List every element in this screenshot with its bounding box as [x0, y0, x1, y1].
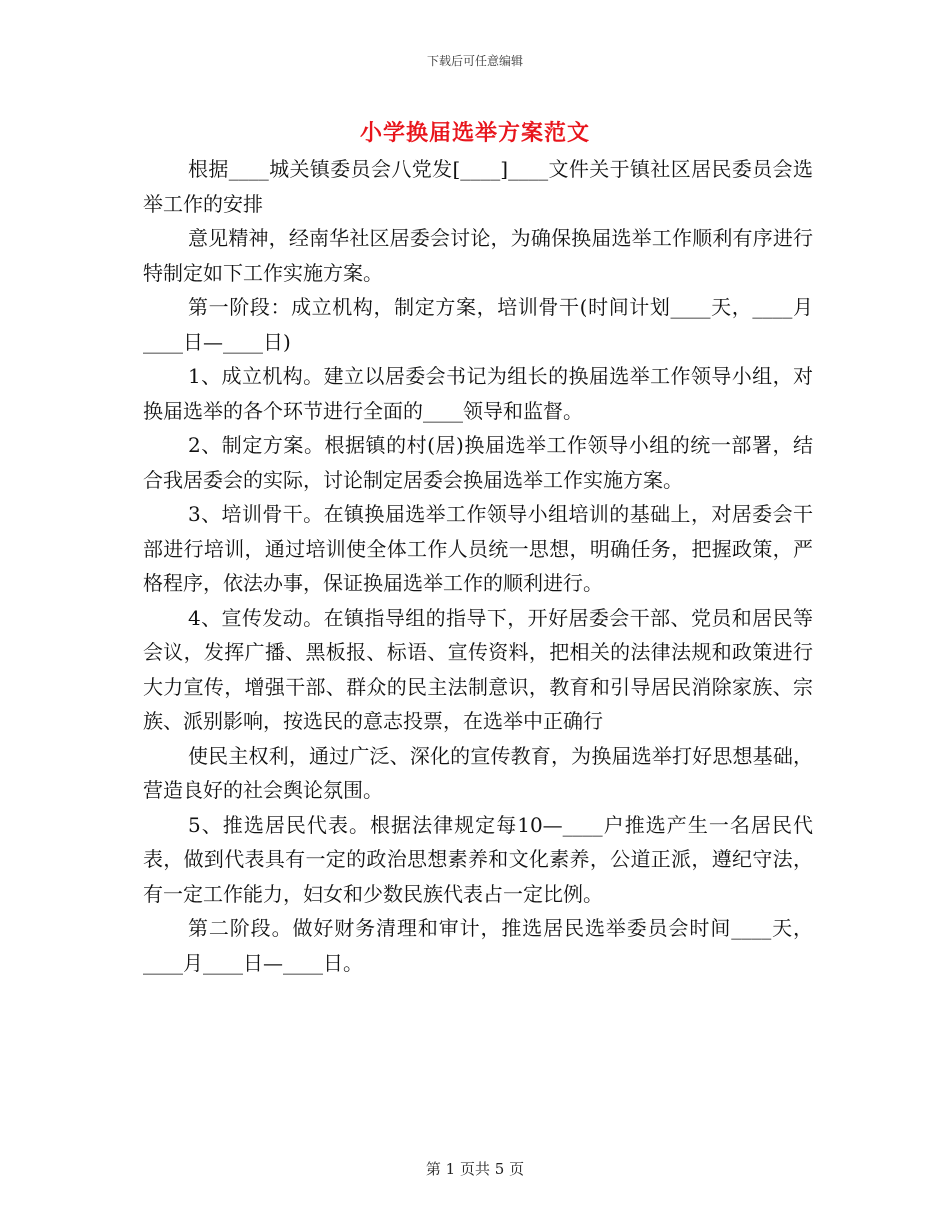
paragraph-10: 第二阶段。做好财务清理和审计，推选居民选举委员会时间____天，____月____日—____日。 [143, 916, 813, 975]
document-body [143, 152, 813, 980]
paragraph-7: 4、宣传发动。在镇指导组的指导下，开好居委会干部、党员和居民等会议，发挥广播、黑板报、标语、宣传资料，把相关的法律法规和政策进行大力宣传，增强干部、群众的民主法制意识，教育和引导居民消除家族、宗族、派别影响，按选民的意志投票，在选举中正确行 [143, 605, 813, 733]
page-header: 下载后可任意编辑 [426, 54, 523, 68]
document-title: 小学换届选举方案范文 [359, 120, 590, 146]
page-footer: 第 1 页共 5 页 [425, 1160, 525, 1178]
paragraph-5: 2、制定方案。根据镇的村(居)换届选举工作领导小组的统一部署，结合我居委会的实际，讨论制定居委会换届选举工作实施方案。 [143, 433, 813, 492]
paragraph-4: 1、成立机构。建立以居委会书记为组长的换届选举工作领导小组，对换届选举的各个环节进行全面的____领导和监督。 [143, 364, 813, 423]
paragraph-2: 意见精神，经南华社区居委会讨论，为确保换届选举工作顺利有序进行特制定如下工作实施方案。 [143, 226, 813, 285]
paragraph-8: 使民主权利，通过广泛、深化的宣传教育，为换届选举打好思想基础，营造良好的社会舆论氛围。 [143, 743, 813, 802]
paragraph-3: 第一阶段：成立机构，制定方案，培训骨干(时间计划____天，____月____日—____日) [143, 295, 813, 354]
paragraph-1: 根据____城关镇委员会八党发[____]____文件关于镇社区居民委员会选举工作的安排 [143, 157, 813, 216]
paragraph-9: 5、推选居民代表。根据法律规定每10—____户推选产生一名居民代表，做到代表具有一定的政治思想素养和文化素养，公道正派，遵纪守法，有一定工作能力，妇女和少数民族代表占一定比例。 [143, 812, 813, 906]
paragraph-6: 3、培训骨干。在镇换届选举工作领导小组培训的基础上，对居委会干部进行培训，通过培训使全体工作人员统一思想，明确任务，把握政策，严格程序，依法办事，保证换届选举工作的顺利进行。 [143, 502, 813, 595]
